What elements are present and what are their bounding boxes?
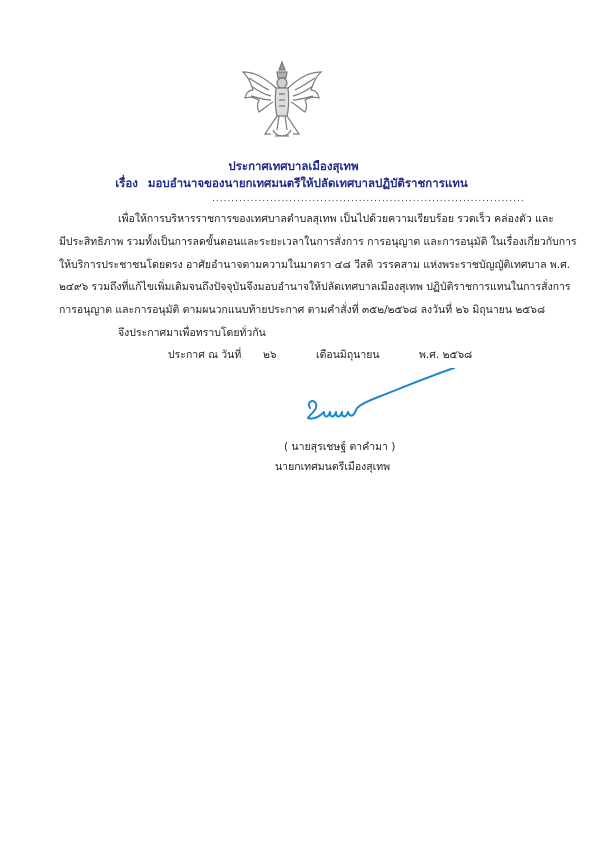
date-month: เดือนมิถุนายน — [316, 349, 380, 361]
garuda-emblem-icon — [239, 58, 325, 144]
handwritten-signature — [296, 368, 460, 430]
body-line-3: ให้บริการประชาชนโดยตรง อาศัยอำนาจตามความในมาตรา ๔๘ วีสติ วรรคสาม แห่งพระราชบัญญัติเทศบาล พ.ศ. — [59, 259, 571, 271]
date-day: ๒๖ — [263, 349, 277, 361]
announce-text: จึงประกาศมาเพื่อทราบโดยทั่วกัน — [118, 327, 266, 339]
signatory-position: นายกเทศมนตรีเมืองสุเทพ — [275, 461, 391, 473]
body-line-5: การอนุญาต และการอนุมัติ ตามผนวกแนบท้ายประกาศ ตามคำสั่งที่ ๓๕๒/๒๕๖๘ ลงวันที่ ๒๖ มิถุนายน ๒๕๖๘ — [59, 304, 546, 316]
subject-line — [0, 175, 591, 193]
body-line-4: ๒๔๙๖ รวมถึงที่แก้ไขเพิ่มเติมจนถึงปัจจุบันจึงมอบอำนาจให้ปลัดเทศบาลเมืองสุเทพ ปฏิบัติราชการแทนในการสั่งการ — [59, 281, 571, 293]
title-divider: ................................................................................. — [212, 194, 525, 204]
subject-label: เรื่อง — [115, 176, 138, 190]
body-line-2: มีประสิทธิภาพ รวมทั้งเป็นการลดขั้นตอนและระยะเวลาในการสั่งการ การอนุญาต และการอนุมัติ ในเรื่องเกี่ยวกับการ — [59, 236, 577, 248]
signatory-name: ( นายสุรเชษฐ์ ตาคำมา ) — [284, 441, 396, 453]
subject-text: มอบอำนาจของนายกเทศมนตรีให้ปลัดเทศบาลปฏิบัติราชการแทน — [147, 176, 468, 190]
date-year: พ.ศ. ๒๕๖๘ — [419, 349, 473, 361]
date-prefix: ประกาศ ณ วันที่ — [168, 349, 242, 361]
body-line-1: เพื่อให้การบริหารราชการของเทศบาลตำบลสุเทพ เป็นไปด้วยความเรียบร้อย รวดเร็ว คล่องตัว และ — [118, 213, 554, 225]
announcement-title: ประกาศเทศบาลเมืองสุเทพ — [228, 159, 359, 173]
